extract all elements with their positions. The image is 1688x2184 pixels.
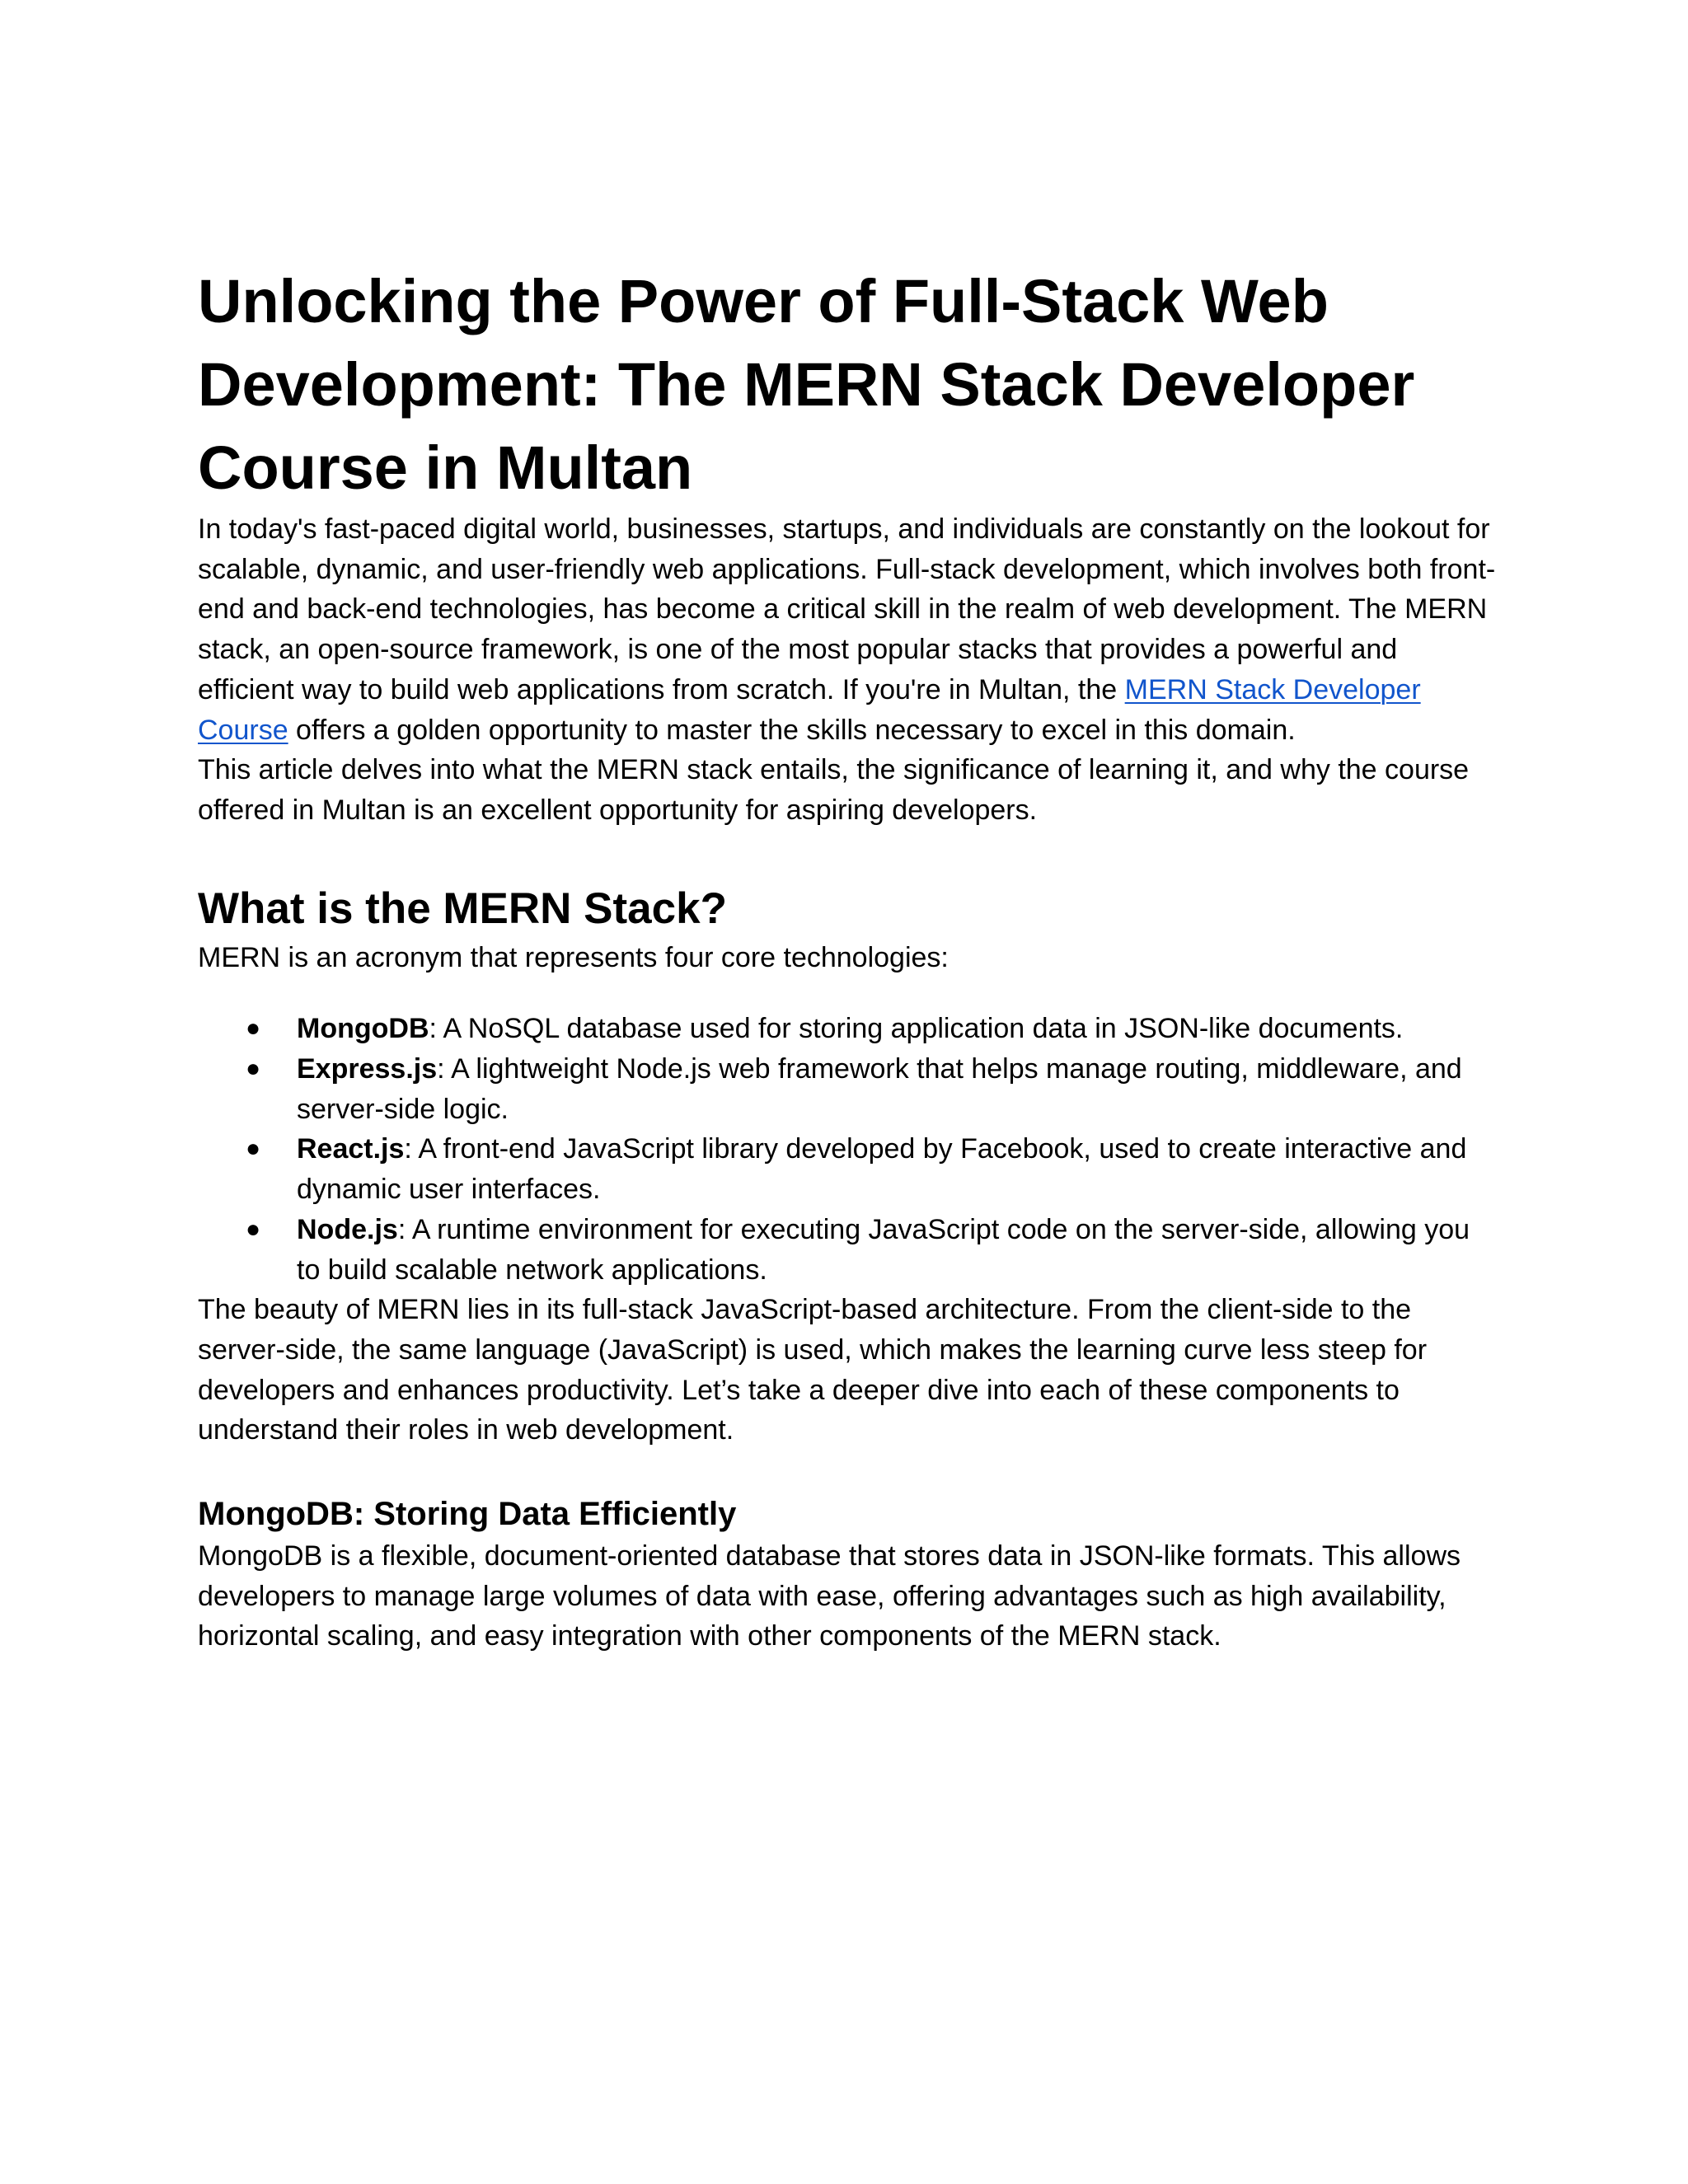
mern-architecture-paragraph: The beauty of MERN lies in its full-stack JavaScript-based architecture. From the client-side to the server-side, the same language (JavaScript) is used, which makes the learning curve less steep for developers and enhances productivity. Let’s take a deeper dive into each of these components to understand their roles in web development.	[198, 1294, 1428, 1446]
list-item-reactjs	[198, 1129, 1500, 1209]
tech-name: Express.js	[297, 1053, 438, 1085]
intro-paragraph	[198, 509, 1500, 750]
title-line: Development: The MERN Stack Developer	[198, 350, 1415, 419]
list-item-mongodb	[198, 1009, 1500, 1049]
mern-course-link[interactable]: MERN Stack Developer Course	[198, 673, 1421, 746]
technology-list	[198, 1009, 1500, 1290]
bullet-icon: ●	[246, 1055, 261, 1083]
title-line: Unlocking the Power of Full-Stack Web	[198, 267, 1329, 335]
subheading-mongodb: MongoDB: Storing Data Efficiently	[198, 1496, 737, 1533]
section-heading-what-is-mern: What is the MERN Stack?	[198, 883, 727, 933]
intro-text-before-link: In today's fast-paced digital world, businesses, startups, and individuals are constantly on the lookout for scalable, dynamic, and user-friendly web applications. Full-stack development, which involves both front-end and back-end technologies, has become a critical skill in the realm of web development. The MERN stack, an open-source framework, is one of the most popular stacks that provides a powerful and efficient way to build web applications from scratch. If you're in Multan, the	[198, 513, 1496, 705]
tech-name: Node.js	[297, 1213, 398, 1245]
list-item-nodejs	[198, 1210, 1500, 1290]
bullet-icon: ●	[246, 1215, 261, 1243]
list-item-expressjs	[198, 1049, 1500, 1129]
mongodb-paragraph: MongoDB is a flexible, document-oriented database that stores data in JSON-like formats. This allows developers to manage large volumes of data with ease, offering advantages such as high availability, horizontal scaling, and easy integration with other components of the MERN stack.	[198, 1540, 1461, 1652]
bullet-icon: ●	[246, 1135, 261, 1163]
bullet-icon: ●	[246, 1015, 261, 1043]
intro-text-after-link: offers a golden opportunity to master the skills necessary to excel in this domain.	[288, 714, 1296, 746]
mern-acronym-paragraph: MERN is an acronym that represents four core technologies:	[198, 941, 949, 973]
title-line: Course in Multan	[198, 434, 693, 502]
tech-description: : A runtime environment for executing JavaScript code on the server-side, allowing you to build scalable network applications.	[297, 1213, 1470, 1286]
tech-description: : A lightweight Node.js web framework that helps manage routing, middleware, and server-side logic.	[297, 1053, 1462, 1125]
tech-description: : A NoSQL database used for storing application data in JSON-like documents.	[429, 1013, 1404, 1045]
document-title	[198, 260, 1500, 509]
tech-name: React.js	[297, 1133, 405, 1165]
article-overview-paragraph: This article delves into what the MERN stack entails, the significance of learning it, and why the course offered in Multan is an excellent opportunity for aspiring developers.	[198, 754, 1470, 826]
tech-description: : A front-end JavaScript library developed by Facebook, used to create interactive and dynamic user interfaces.	[297, 1133, 1467, 1206]
document-page	[198, 260, 1500, 1657]
tech-name: MongoDB	[297, 1013, 429, 1045]
